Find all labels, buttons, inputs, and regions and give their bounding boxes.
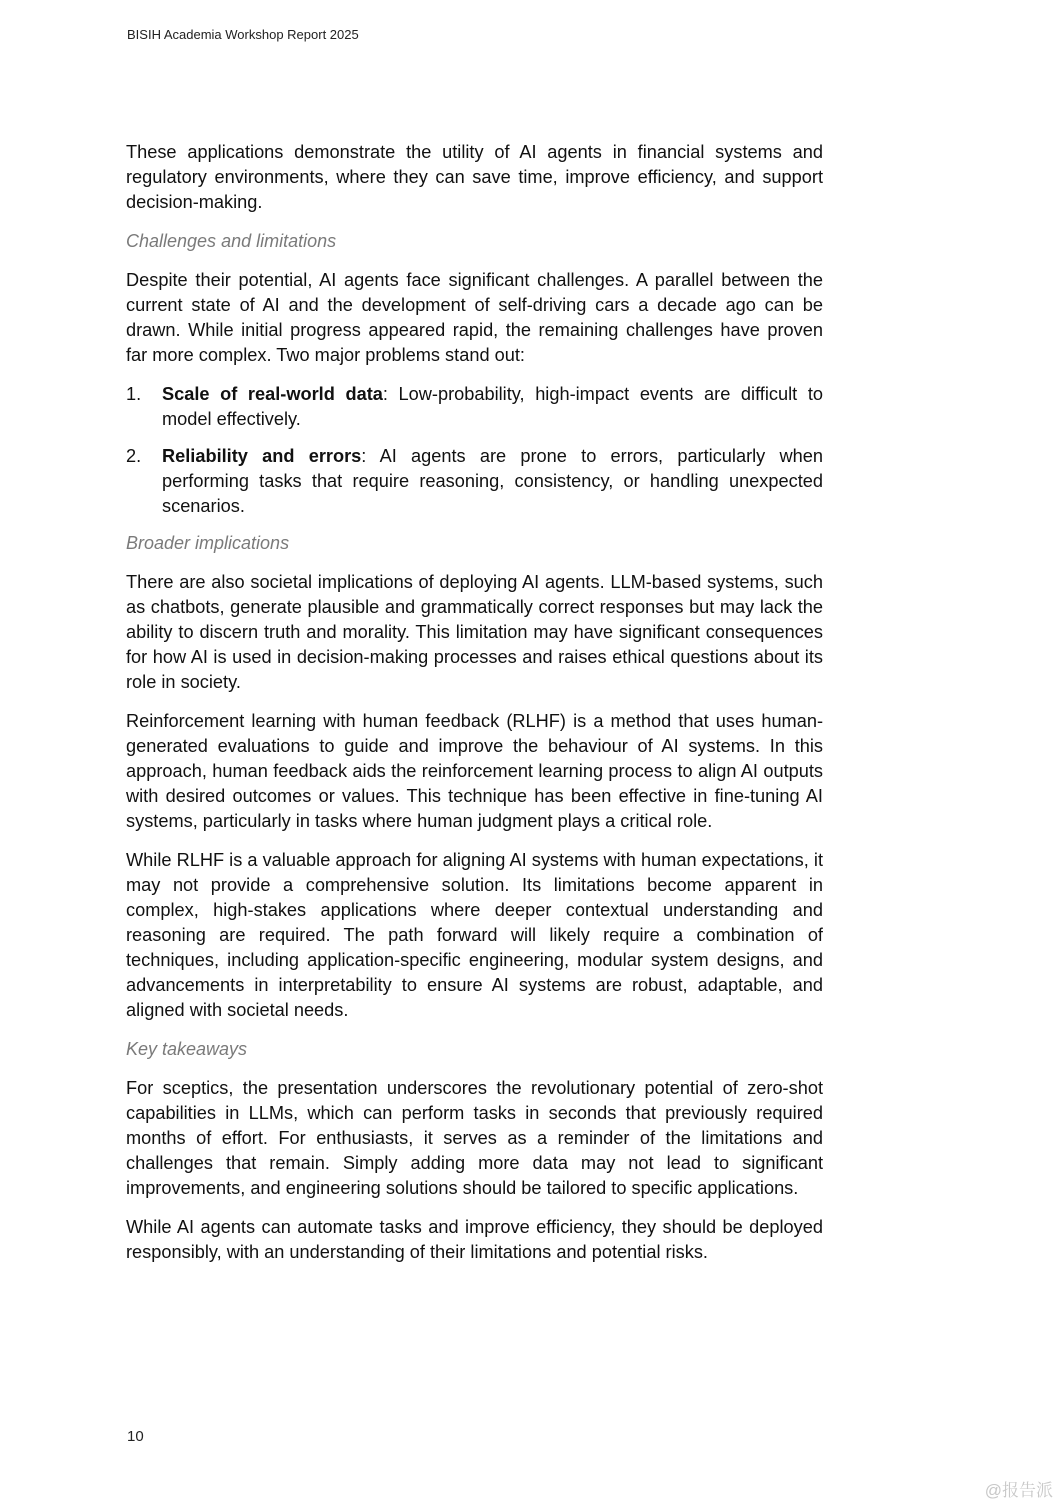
list-item [126, 382, 823, 432]
paragraph: For sceptics, the presentation underscores the revolutionary potential of zero-shot capabilities in LLMs, which can perform tasks in seconds that previously required months of effort. For enthusiasts, it serves as a reminder of the limitations and challenges that remain. Simply adding more data may not lead to significant improvements, and engineering solutions should be tailored to specific applications. [126, 1078, 823, 1198]
list-number: 2. [126, 446, 142, 466]
paragraph: Reinforcement learning with human feedback (RLHF) is a method that uses human-generated evaluations to guide and improve the behaviour of AI systems. In this approach, human feedback aids the reinforcement learning process to align AI outputs with desired outcomes or values. This technique has been effective in fine-tuning AI systems, particularly in tasks where human judgment plays a critical role. [126, 711, 823, 831]
section-heading: Challenges and limitations [126, 231, 337, 251]
list-item-text: : AI agents are prone to errors, particularly when performing tasks that require reasoning, consistency, or handling unexpected scenarios. [162, 446, 823, 516]
paragraph: While AI agents can automate tasks and improve efficiency, they should be deployed responsibly, with an understanding of their limitations and potential risks. [126, 1217, 823, 1262]
list-item-term: Scale of real-world data [162, 384, 383, 404]
section-heading: Key takeaways [126, 1039, 248, 1059]
page-body [126, 140, 823, 1279]
paragraph: While RLHF is a valuable approach for aligning AI systems with human expectations, it may not provide a comprehensive solution. Its limitations become apparent in complex, high-stakes applications where deeper contextual understanding and reasoning are required. The path forward will likely require a combination of techniques, including application-specific engineering, modular system designs, and advancements in interpretability to ensure AI systems are robust, adaptable, and aligned with societal needs. [126, 850, 823, 1020]
list-item-text: : Low-probability, high-impact events are difficult to model effectively. [162, 384, 823, 429]
paragraph: Despite their potential, AI agents face significant challenges. A parallel between the current state of AI and the development of self-driving cars a decade ago can be drawn. While initial progress appeared rapid, the remaining challenges have proven far more complex. Two major problems stand out: [126, 270, 823, 365]
list-number: 1. [126, 384, 142, 404]
page-number: 10 [127, 1428, 144, 1445]
list-item [126, 444, 823, 519]
list-item-term: Reliability and errors [162, 446, 362, 466]
numbered-list [126, 382, 823, 519]
running-header: BISIH Academia Workshop Report 2025 [127, 27, 359, 42]
watermark: @报告派 [984, 1481, 1053, 1500]
paragraph: These applications demonstrate the utility of AI agents in financial systems and regulatory environments, where they can save time, improve efficiency, and support decision-making. [126, 142, 823, 212]
section-heading: Broader implications [126, 533, 290, 553]
paragraph: There are also societal implications of deploying AI agents. LLM-based systems, such as chatbots, generate plausible and grammatically correct responses but may lack the ability to discern truth and morality. This limitation may have significant consequences for how AI is used in decision-making processes and raises ethical questions about its role in society. [126, 572, 823, 692]
